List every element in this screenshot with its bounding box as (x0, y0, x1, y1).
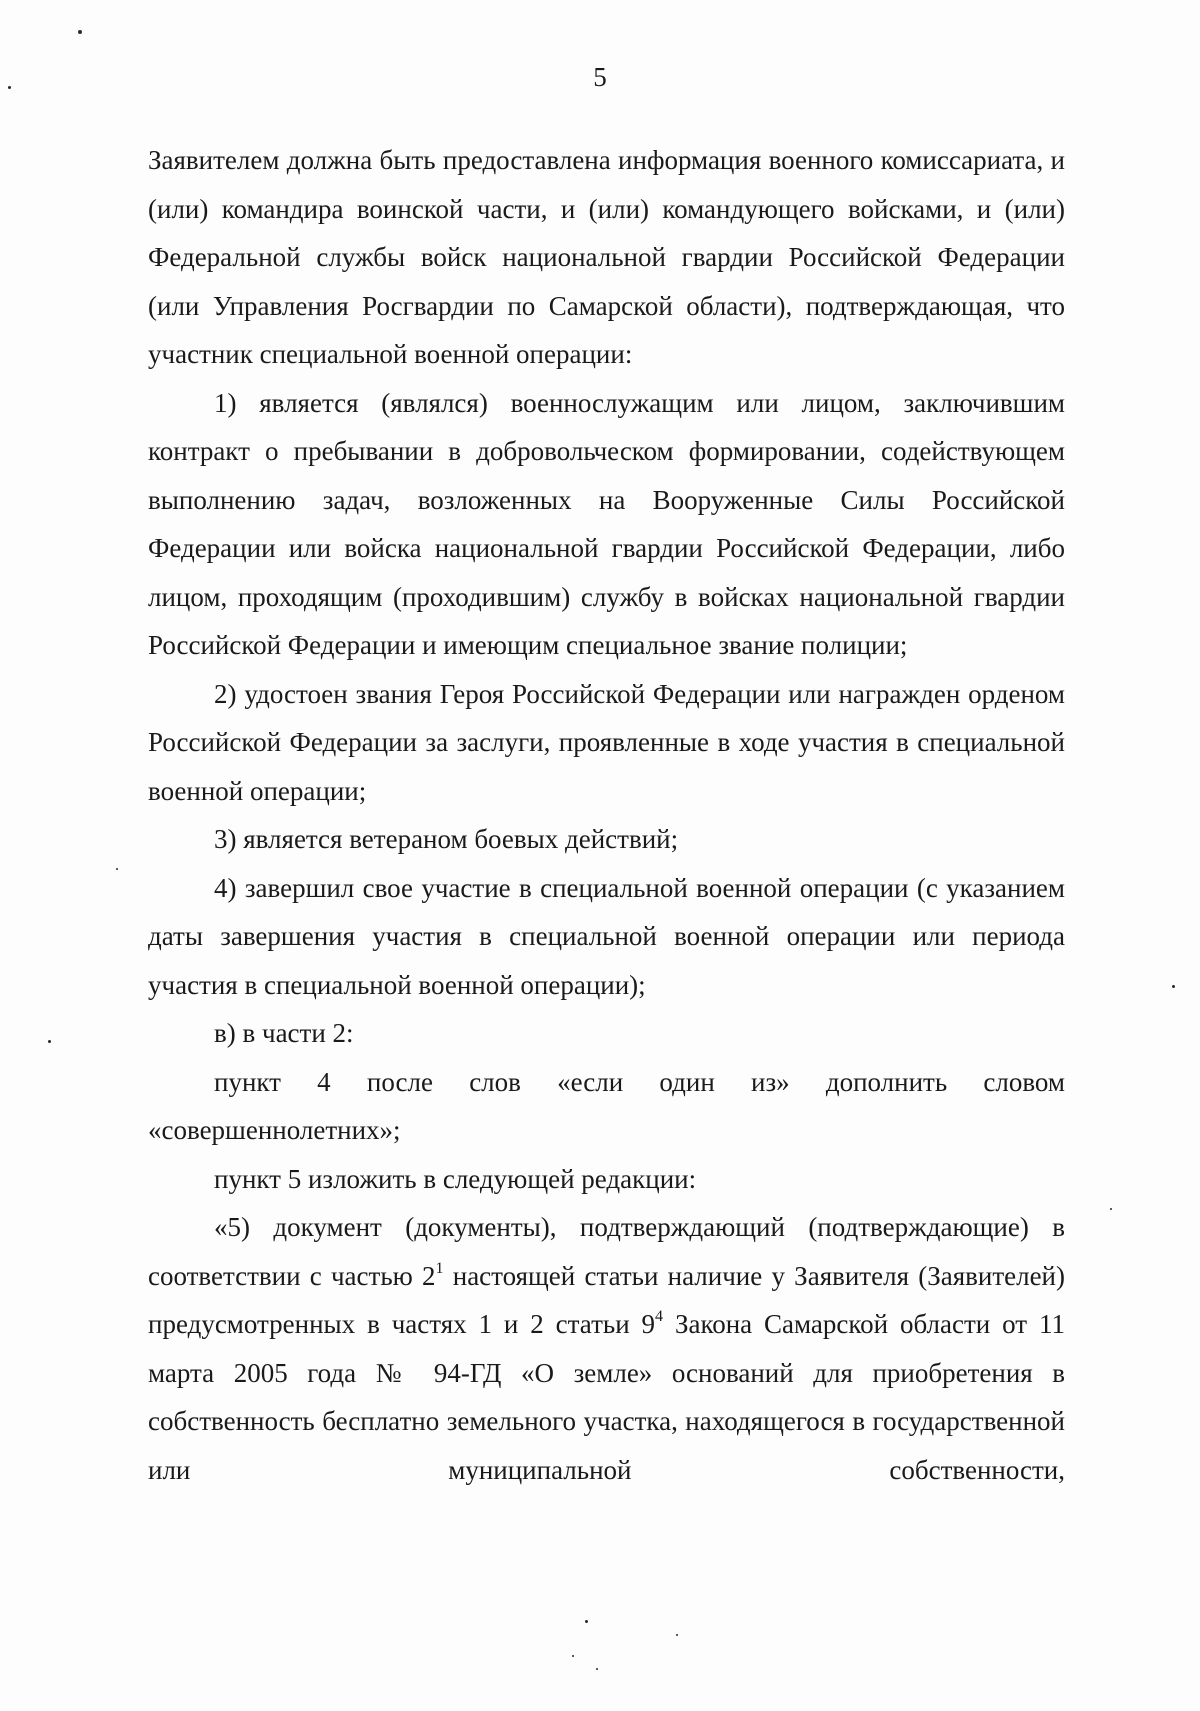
scan-speck (1110, 1208, 1112, 1210)
paragraph-item-1: 1) является (являлся) военнослужащим или лицом, заключившим контракт о пребывании в добровольческом формировании, содействующем выполнению задач, возложенных на Вооруженные Силы Российской Федерации или войска национальной гвардии Российской Федерации, либо лицом, проходящим (проходившим) службу в войсках национальной гвардии Российской Федерации и имеющим специальное звание полиции; (148, 387, 1065, 660)
paragraph-item-2: 2) удостоен звания Героя Российской Федерации или награжден орденом Российской Федерации за заслуги, проявленные в ходе участия в специальной военной операции; (148, 678, 1065, 806)
paragraph-item-4: 4) завершил свое участие в специальной военной операции (с указанием даты завершения участия в специальной военной операции или периода участия в специальной военной операции); (148, 872, 1065, 1000)
scan-speck (585, 1620, 588, 1623)
document-body (148, 136, 1065, 1494)
scan-speck (48, 1040, 51, 1043)
scan-speck (1172, 985, 1175, 988)
paragraph-item-3: 3) является ветераном боевых действий; (214, 824, 679, 854)
point-5-text-part-1: «5) документ (документы), подтверждающий (подтверждающие) в соответствии с частью 2 (148, 1212, 1065, 1291)
paragraph-part-2: в) в части 2: (214, 1018, 354, 1048)
superscript-1: 1 (435, 1259, 444, 1277)
scan-speck (8, 86, 11, 89)
superscript-4: 4 (655, 1308, 664, 1325)
point-5-text-part-2: настоящей статьи наличие у Заявителя (Заявителей) предусмотренных в частях 1 и 2 статьи 9 (148, 1260, 1065, 1339)
paragraph-point-5-intro: пункт 5 изложить в следующей редакции: (214, 1163, 697, 1194)
point-5-text-part-3: Закона Самарской области от 11 марта 2005 года № 94-ГД «О земле» оснований для приобретения в собственность бесплатно земельного участка, находящегося в государственной или муниципальной собственности, (148, 1309, 1065, 1485)
scan-speck (78, 30, 82, 34)
scan-speck (572, 1655, 574, 1657)
scan-speck (596, 1668, 598, 1670)
scan-speck (116, 868, 118, 870)
page-number: 5 (593, 62, 607, 92)
scan-speck (676, 1634, 678, 1636)
paragraph-applicant-info: Заявителем должна быть предоставлена информация военного комиссариата, и (или) командира воинской части, и (или) командующего войсками, и (или) Федеральной службы войск национальной гвардии Российской Федерации (или Управления Росгвардии по Самарской области), подтверждающая, что участник специальной военной операции: (148, 145, 1065, 369)
paragraph-point-4: пункт 4 после слов «если один из» дополнить словом «совершеннолетних»; (148, 1066, 1065, 1145)
paragraph-point-5-text (148, 1203, 1065, 1494)
